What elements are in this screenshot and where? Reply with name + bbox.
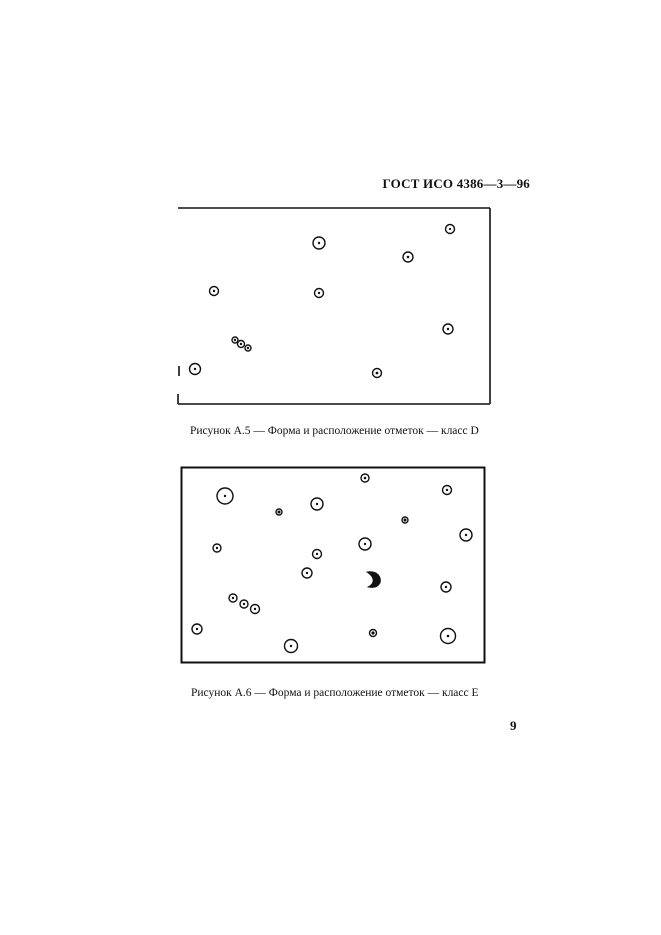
frame	[182, 468, 485, 663]
document-header: ГОСТ ИСО 4386—3—96	[382, 176, 530, 191]
figure-a6-caption: Рисунок А.6 — Форма и расположение отметок — класс Е	[191, 687, 479, 699]
figure-a5-marks-diagram	[176, 206, 492, 406]
figure-a5-caption: Рисунок А.5 — Форма и расположение отметок — класс D	[190, 425, 479, 437]
figure-a6-marks-diagram	[180, 466, 486, 664]
page-number: 9	[510, 718, 517, 733]
crescent-mark	[367, 572, 380, 588]
